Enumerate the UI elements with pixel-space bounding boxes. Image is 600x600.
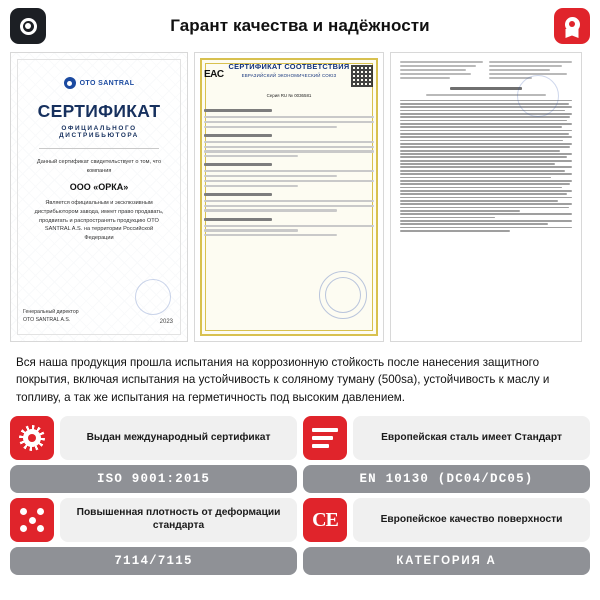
- document-text-lines: [204, 103, 374, 239]
- certificate-subtitle: ОФИЦИАЛЬНОГО ДИСТРИБЬЮТОРА: [59, 125, 139, 139]
- features-row-2: [10, 498, 590, 575]
- divider: [39, 148, 159, 149]
- conformity-subtitle: ЕВРАЗИЙСКИЙ ЭКОНОМИЧЕСКИЙ СОЮЗ: [241, 73, 337, 78]
- feature-steel: [303, 416, 590, 493]
- target-circle-icon: [10, 8, 46, 44]
- feature-value: ISO 9001:2015: [10, 465, 297, 493]
- feature-ce: [303, 498, 590, 575]
- qr-code-icon: [351, 65, 373, 87]
- features-grid: [0, 416, 600, 590]
- features-row-1: [10, 416, 590, 493]
- ce-mark-icon: CE: [303, 498, 347, 542]
- page-header: [0, 0, 600, 52]
- measurements-table: [400, 100, 572, 232]
- signatory-company: OTO SANTRAL A.S.: [23, 317, 71, 324]
- conformity-number: Серия RU № 0036581: [266, 93, 312, 98]
- feature-label: Европейская сталь имеет Стандарт: [353, 416, 590, 460]
- feature-iso: [10, 416, 297, 493]
- feature-density: [10, 498, 297, 575]
- description-paragraph: Вся наша продукция прошла испытания на коррозионную стойкость после нанесения защитного покрытия, включая испытания на устойчивость к соляному туману (500sa), устойчивость к маслу и топливу, а так же испытания на герметичность под высоким давлением.: [16, 356, 550, 404]
- feature-label: Европейское качество поверхности: [353, 498, 590, 542]
- feature-label: Повышенная плотность от деформации стандарта: [60, 498, 297, 542]
- logo-text: OTO SANTRAL: [79, 79, 135, 87]
- certificate-year: 2023: [159, 319, 173, 325]
- gear-icon: [10, 416, 54, 460]
- certificate-test-report[interactable]: [390, 52, 582, 342]
- certificate-distributor[interactable]: [10, 52, 188, 342]
- feature-value: EN 10130 (DC04/DC05): [303, 465, 590, 493]
- certificate-company: ООО «ОРКА»: [69, 182, 129, 193]
- eac-mark-icon: EAC: [204, 69, 224, 80]
- density-dots-icon: [10, 498, 54, 542]
- steel-layers-icon: [303, 416, 347, 460]
- signatory-role: Генеральный директор: [23, 309, 79, 316]
- feature-label: Выдан международный сертификат: [60, 416, 297, 460]
- oto-santral-logo: [23, 77, 175, 89]
- feature-value: 7114/7115: [10, 547, 297, 575]
- certificate-lead: Данный сертификат свидетельствует о том, что компания: [36, 159, 162, 174]
- certificate-body: Является официальным и эксклюзивным дистрибьютором завода, имеет право продавать, продвигать и распространять продукцию OTO SANTRAL A.S. на территории Российской Федерации: [34, 200, 164, 241]
- seal-stamp: [319, 271, 367, 319]
- seal-stamp: [517, 75, 559, 117]
- conformity-title: СЕРТИФИКАТ СООТВЕТСТВИЯ: [228, 62, 350, 71]
- award-medal-icon: [554, 8, 590, 44]
- certificate-title: СЕРТИФИКАТ: [37, 101, 161, 121]
- seal-stamp: [135, 279, 171, 315]
- feature-value: КАТЕГОРИЯ А: [303, 547, 590, 575]
- certificates-gallery: [0, 52, 600, 342]
- page-title: Гарант качества и надёжности: [170, 16, 430, 35]
- certificate-conformity[interactable]: [194, 52, 384, 342]
